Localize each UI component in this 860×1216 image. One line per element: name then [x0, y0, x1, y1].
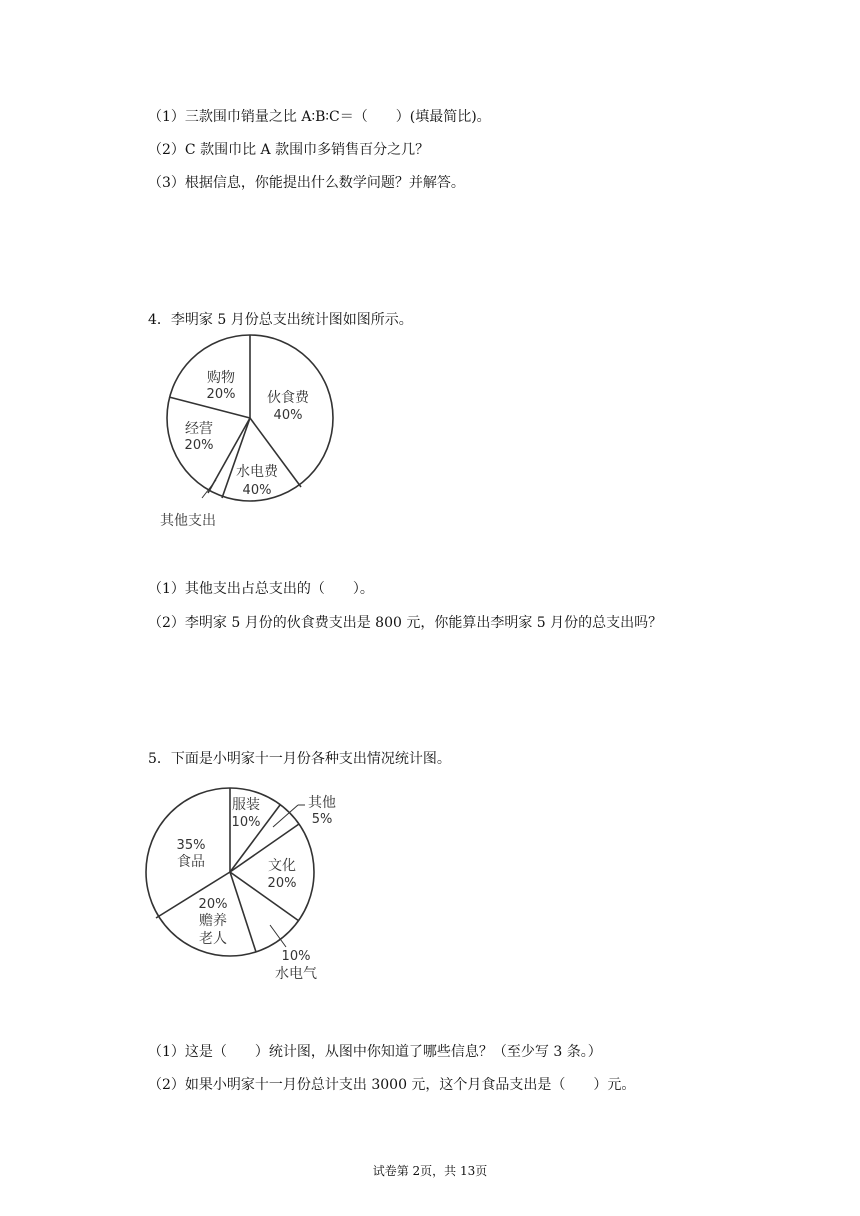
s5-value-utilities: 10%: [281, 949, 311, 964]
s5-value-clothing: 10%: [231, 815, 261, 830]
s4-label-business: 经营: [185, 421, 213, 437]
s5-label-clothing: 服装: [232, 797, 260, 813]
s3-question-2: （2）C 款围巾比 A 款围巾多销售百分之几？: [148, 142, 430, 158]
s5-label-culture: 文化: [268, 858, 296, 874]
page-footer: 试卷第 2页，共 13页: [372, 1164, 488, 1178]
s5-value-other: 5%: [311, 812, 333, 827]
s4-pie-chart: [150, 330, 350, 530]
s5-value-culture: 20%: [267, 876, 297, 891]
s5-title: 5．下面是小明家十一月份各种支出情况统计图。: [148, 751, 451, 767]
s5-label-utilities: 水电气: [275, 966, 317, 982]
s5-value-food: 35%: [176, 838, 206, 853]
s5-label-elders-line1: 赡养: [199, 913, 227, 929]
s5-label-elders-line2: 老人: [199, 931, 227, 947]
s4-value-utilities: 40%: [242, 483, 272, 498]
s4-value-business: 20%: [184, 438, 214, 453]
s4-value-shopping: 20%: [206, 387, 236, 402]
s4-label-shopping: 购物: [207, 370, 235, 386]
s4-value-food: 40%: [273, 408, 303, 423]
s4-label-other: 其他支出: [160, 513, 216, 529]
s4-label-utilities: 水电费: [236, 464, 278, 480]
s4-label-food: 伙食费: [267, 390, 309, 406]
s3-question-1: （1）三款围巾销量之比 A∶B∶C＝（ ）(填最简比)。: [148, 109, 491, 125]
s5-label-food: 食品: [177, 854, 205, 870]
s5-pie-chart: [140, 785, 370, 990]
s5-value-elders: 20%: [198, 897, 228, 912]
s5-question-2: （2）如果小明家十一月份总计支出 3000 元，这个月食品支出是（ ）元。: [148, 1077, 636, 1093]
s3-question-3: （3）根据信息，你能提出什么数学问题？并解答。: [148, 175, 465, 191]
s5-question-1: （1）这是（ ）统计图，从图中你知道了哪些信息？（至少写 3 条。）: [148, 1044, 602, 1060]
s4-title: 4．李明家 5 月份总支出统计图如图所示。: [148, 312, 413, 328]
s4-question-2: （2）李明家 5 月份的伙食费支出是 800 元，你能算出李明家 5 月份的总支出吗？: [148, 615, 663, 631]
s5-label-other: 其他: [308, 795, 336, 811]
s4-question-1: （1）其他支出占总支出的（ ）。: [148, 581, 374, 597]
